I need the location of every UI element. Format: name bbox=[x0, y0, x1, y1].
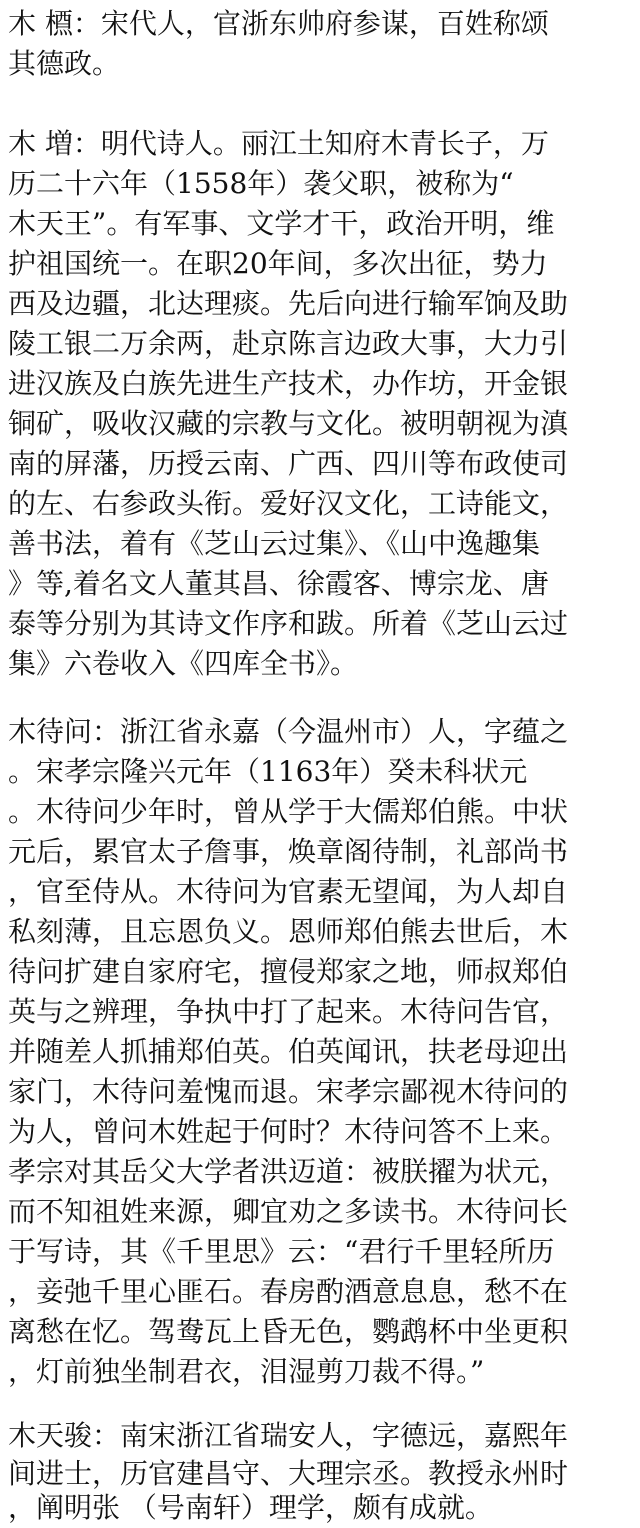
entry-2-line-6: 陵工银二万余两，赴京陈言边政大事，大力引 bbox=[8, 327, 569, 360]
entry-3-line-5: ，官至侍从。木待问为官素无望闻，为人却自 bbox=[8, 875, 569, 908]
entry-1-line-1: 木 槱：宋代人，官浙东帅府参谋，百姓称颂 bbox=[8, 7, 549, 40]
entry-3-line-6: 私刻薄，且忘恩负义。恩师郑伯熊去世后，木 bbox=[8, 915, 569, 948]
entry-3-line-17: ，灯前独坐制君衣，泪湿剪刀裁不得。” bbox=[8, 1355, 485, 1388]
entry-4-line-2: 间进士，历官建昌守、大理宗丞。教授永州时 bbox=[8, 1457, 569, 1490]
entry-3-line-1: 木待问：浙江省永嘉（今温州市）人，字蕴之 bbox=[8, 715, 569, 748]
entry-4-line-3: ，阐明张 （号南轩）理学，颇有成就。 bbox=[8, 1491, 493, 1524]
entry-2-line-14: 集》六卷收入《四库全书》。 bbox=[8, 647, 359, 680]
entry-2-line-8: 铜矿，吸收汉藏的宗教与文化。被明朝视为滇 bbox=[8, 407, 569, 440]
entry-4-line-1: 木天骏：南宋浙江省瑞安人，字德远，嘉熙年 bbox=[8, 1419, 569, 1452]
entry-2-line-13: 泰等分别为其诗文作序和跋。所着《芝山云过 bbox=[8, 607, 569, 640]
entry-3-line-10: 家门，木待问羞愧而退。宋孝宗鄙视木待问的 bbox=[8, 1075, 569, 1108]
entry-2-line-2: 历二十六年（1558年）袭父职，被称为“ bbox=[8, 167, 514, 200]
entry-3-line-13: 而不知祖姓来源，卿宜劝之多读书。木待问长 bbox=[8, 1195, 569, 1228]
entry-2-line-9: 南的屏藩，历授云南、广西、四川等布政使司 bbox=[8, 447, 569, 480]
entry-3-line-11: 为人，曾问木姓起于何时？木待问答不上来。 bbox=[8, 1115, 569, 1148]
entry-3-line-16: 离愁在忆。驾鸯瓦上昏无色，鹦鹉杯中坐更积 bbox=[8, 1315, 569, 1348]
entry-3-line-2: 。宋孝宗隆兴元年（1163年）癸未科状元 bbox=[8, 755, 528, 788]
entry-3-line-7: 待问扩建自家府宅，擅侵郑家之地，师叔郑伯 bbox=[8, 955, 569, 988]
entry-3-line-4: 元后，累官太子詹事，焕章阁待制，礼部尚书 bbox=[8, 835, 569, 868]
entry-3-line-3: 。木待问少年时，曾从学于大儒郑伯熊。中状 bbox=[8, 795, 569, 828]
entry-2-line-12: 》等,着名文人董其昌、徐霞客、博宗龙、唐 bbox=[8, 567, 549, 600]
entry-2-line-1: 木 増：明代诗人。丽江土知府木青长子，万 bbox=[8, 127, 549, 160]
entry-1-line-2: 其德政。 bbox=[8, 47, 121, 80]
entry-3-line-15: ，妾弛千里心匪石。春房酌酒意息息，愁不在 bbox=[8, 1275, 569, 1308]
entry-2-line-7: 进汉族及白族先进生产技术，办作坊，开金银 bbox=[8, 367, 569, 400]
entry-3-line-12: 孝宗对其岳父大学者洪迈道：被朕擢为状元， bbox=[8, 1155, 569, 1188]
entry-2-line-11: 善书法，着有《芝山云过集》、《山中逸趣集 bbox=[8, 527, 541, 560]
entry-3-line-8: 英与之辨理，争执中打了起来。木待问告官， bbox=[8, 995, 569, 1028]
entry-2-line-4: 护祖国统一。在职20年间，多次出征，势力 bbox=[8, 247, 548, 280]
entry-3-line-9: 并随差人抓捕郑伯英。伯英闻讯，扶老母迎出 bbox=[8, 1035, 569, 1068]
entry-2-line-3: 木天王”。有军事、文学才干，政治开明，维 bbox=[8, 207, 555, 240]
entry-3-line-14: 于写诗，其《千里思》云：“君行千里轻所历 bbox=[8, 1235, 555, 1268]
entry-2-line-5: 西及边疆，北达理痰。先后向进行输军饷及助 bbox=[8, 287, 569, 320]
entry-2-line-10: 的左、右参政头衔。爱好汉文化，工诗能文， bbox=[8, 487, 569, 520]
